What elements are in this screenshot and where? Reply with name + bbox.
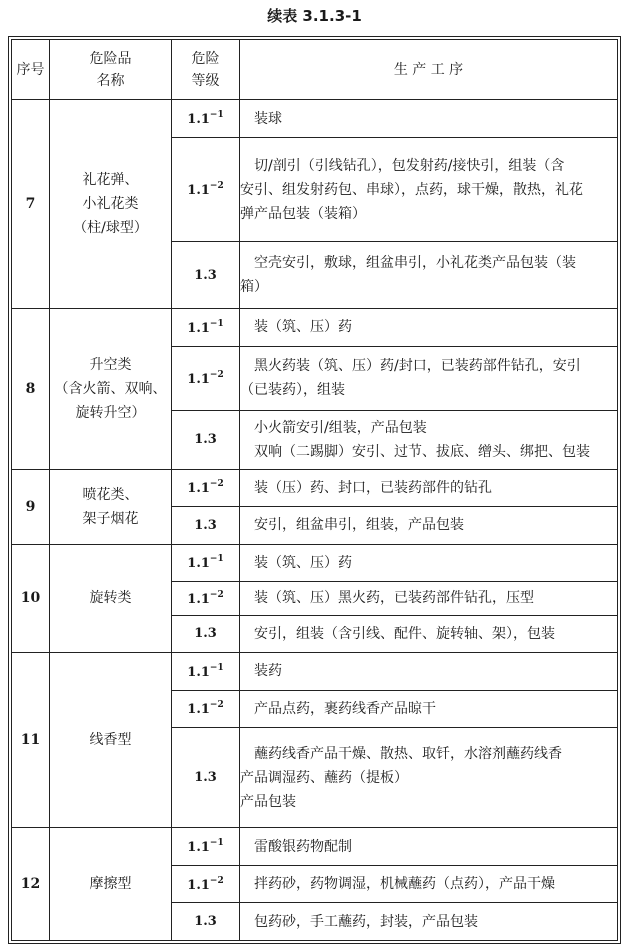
header-level [172, 40, 240, 100]
row-number: 7 [12, 100, 50, 309]
process-line: 产品调湿药、蘸药（提板） [240, 769, 408, 786]
hazard-level [172, 828, 240, 866]
hazard-level-base: 1.1 [187, 702, 210, 718]
process-cell [240, 100, 618, 138]
table-title: 续表 3.1.3-1 [267, 7, 362, 25]
process-line: 装（压）药、封口，已装药部件的钻孔 [254, 479, 492, 496]
product-name-line: 小礼花类 [82, 196, 139, 213]
hazard-level-sub: −1 [209, 554, 224, 565]
product-name-line: 升空类 [89, 356, 132, 373]
process-cell [240, 544, 618, 582]
hazard-level-sub: −2 [209, 875, 224, 886]
process-line: 黑火药装（筑、压）药/封口，已装药部件钻孔，安引 [254, 358, 581, 375]
process-cell [240, 469, 618, 507]
process-table [11, 39, 618, 941]
table-row [12, 309, 618, 347]
process-line: 装球 [254, 110, 282, 127]
hazard-level-base: 1.1 [187, 840, 210, 855]
process-cell [240, 865, 618, 903]
hazard-level-sub: −2 [209, 479, 224, 490]
hazard-level-sub: −1 [209, 318, 224, 329]
hazard-level-base: 1.1 [187, 664, 210, 680]
process-line: 弹产品包装（装箱） [240, 205, 366, 222]
table-row [12, 544, 618, 582]
process-line: 装药 [254, 663, 282, 680]
product-name [50, 309, 172, 470]
header-level-line: 等级 [191, 72, 220, 89]
hazard-level [172, 544, 240, 582]
process-cell [240, 582, 618, 615]
hazard-level [172, 507, 240, 545]
process-line: 安引，组盆串引，组装，产品包装 [254, 517, 464, 534]
process-line: 装（筑、压）黑火药，已装药部件钻孔，压型 [254, 590, 534, 607]
process-cell [240, 507, 618, 545]
hazard-level [172, 865, 240, 903]
process-cell [240, 828, 618, 866]
hazard-level [172, 615, 240, 653]
product-name [50, 544, 172, 652]
process-line: 产品点药，裹药线香产品晾干 [254, 700, 436, 717]
hazard-level-sub: −2 [209, 589, 224, 600]
process-cell [240, 138, 618, 242]
hazard-level-base: 1.1 [187, 371, 210, 387]
hazard-level-base: 1.1 [187, 591, 210, 607]
table-row [12, 828, 618, 866]
table-row [12, 469, 618, 507]
row-number: 10 [12, 544, 50, 652]
table-row [12, 653, 618, 691]
table-row [12, 100, 618, 138]
row-number: 11 [12, 653, 50, 828]
process-cell [240, 728, 618, 828]
hazard-level-base: 1.1 [187, 877, 210, 893]
header-name-line: 危险品 [89, 50, 132, 67]
hazard-level [172, 728, 240, 828]
process-line: 包药砂，手工蘸药，封装，产品包装 [254, 913, 478, 930]
hazard-level [172, 903, 240, 941]
process-cell [240, 690, 618, 728]
hazard-level-base: 1.3 [194, 517, 217, 533]
row-number: 12 [12, 828, 50, 941]
hazard-level-base: 1.1 [187, 556, 210, 572]
hazard-level-base: 1.1 [187, 320, 210, 336]
hazard-level-sub: −2 [209, 181, 224, 192]
hazard-level-sub: −2 [209, 700, 224, 711]
header-level-line: 危险 [191, 50, 220, 67]
process-cell [240, 653, 618, 691]
hazard-level-base: 1.3 [194, 432, 217, 448]
hazard-level-base: 1.3 [194, 914, 217, 930]
hazard-level-base: 1.3 [194, 770, 217, 786]
product-name [50, 100, 172, 309]
product-name [50, 653, 172, 828]
hazard-level [172, 138, 240, 242]
header-name-line: 名称 [96, 72, 125, 89]
hazard-level [172, 690, 240, 728]
product-name-line: 架子烟花 [82, 510, 139, 527]
hazard-level-base: 1.1 [187, 481, 210, 497]
hazard-level [172, 346, 240, 411]
process-line: 空壳安引，敷球，组盆串引，小礼花类产品包装（装 [254, 255, 576, 272]
header-name [50, 40, 172, 100]
product-name [50, 828, 172, 941]
hazard-level [172, 309, 240, 347]
header-process: 生 产 工 序 [240, 40, 618, 100]
hazard-level [172, 100, 240, 138]
product-name-line: 旋转升空） [75, 404, 146, 421]
process-line: 安引、组发射药包、串球），点药，球干燥，散热，礼花 [240, 181, 583, 198]
hazard-level-sub: −1 [209, 110, 224, 121]
product-name [50, 469, 172, 544]
process-cell [240, 346, 618, 411]
product-name-line: （含火箭、双响、 [54, 380, 167, 397]
product-name-line: 喷花类、 [82, 486, 139, 503]
process-line: 装（筑、压）药 [254, 554, 352, 571]
hazard-level-sub: −2 [209, 369, 224, 380]
product-name-line: 礼花弹、 [82, 172, 139, 189]
hazard-level-base: 1.3 [194, 267, 217, 283]
hazard-level [172, 469, 240, 507]
process-line: 雷酸银药物配制 [254, 838, 352, 855]
process-line: 箱） [240, 279, 268, 296]
product-name-line: （柱/球型） [73, 220, 148, 237]
hazard-level-sub: −1 [209, 838, 224, 848]
hazard-level-base: 1.1 [187, 112, 210, 128]
process-line: 切/剖引（引线钻孔），包发射药/接快引，组装（含 [254, 157, 565, 174]
process-line: 蘸药线香产品干燥、散热、取钎，水溶剂蘸药线香 [254, 745, 562, 762]
hazard-level [172, 411, 240, 469]
header-no: 序号 [12, 40, 50, 100]
process-line: 小火箭安引/组装，产品包装 [254, 419, 427, 436]
process-line: 产品包装 [240, 793, 296, 810]
process-line: 双响（二踢脚）安引、过节、拔底、缯头、绑把、包装 [254, 443, 590, 460]
row-number: 9 [12, 469, 50, 544]
process-cell [240, 903, 618, 941]
hazard-level [172, 242, 240, 309]
hazard-level [172, 653, 240, 691]
hazard-level-base: 1.3 [194, 626, 217, 642]
product-name-line: 旋转类 [89, 590, 132, 607]
table-frame [8, 36, 621, 944]
process-line: 装（筑、压）药 [254, 319, 352, 336]
process-cell [240, 242, 618, 309]
process-line: （已装药），组装 [240, 382, 345, 399]
product-name-line: 线香型 [89, 732, 132, 749]
process-line: 拌药砂，药物调湿，机械蘸药（点药），产品干燥 [254, 876, 555, 893]
process-cell [240, 615, 618, 653]
product-name-line: 摩擦型 [89, 876, 132, 893]
hazard-level-sub: −1 [209, 662, 224, 673]
process-line: 安引，组装（含引线、配件、旋转轴、架），包装 [254, 625, 555, 642]
process-cell [240, 411, 618, 469]
process-cell [240, 309, 618, 347]
hazard-level [172, 582, 240, 615]
header-row [12, 40, 618, 100]
row-number: 8 [12, 309, 50, 470]
hazard-level-base: 1.1 [187, 183, 210, 199]
